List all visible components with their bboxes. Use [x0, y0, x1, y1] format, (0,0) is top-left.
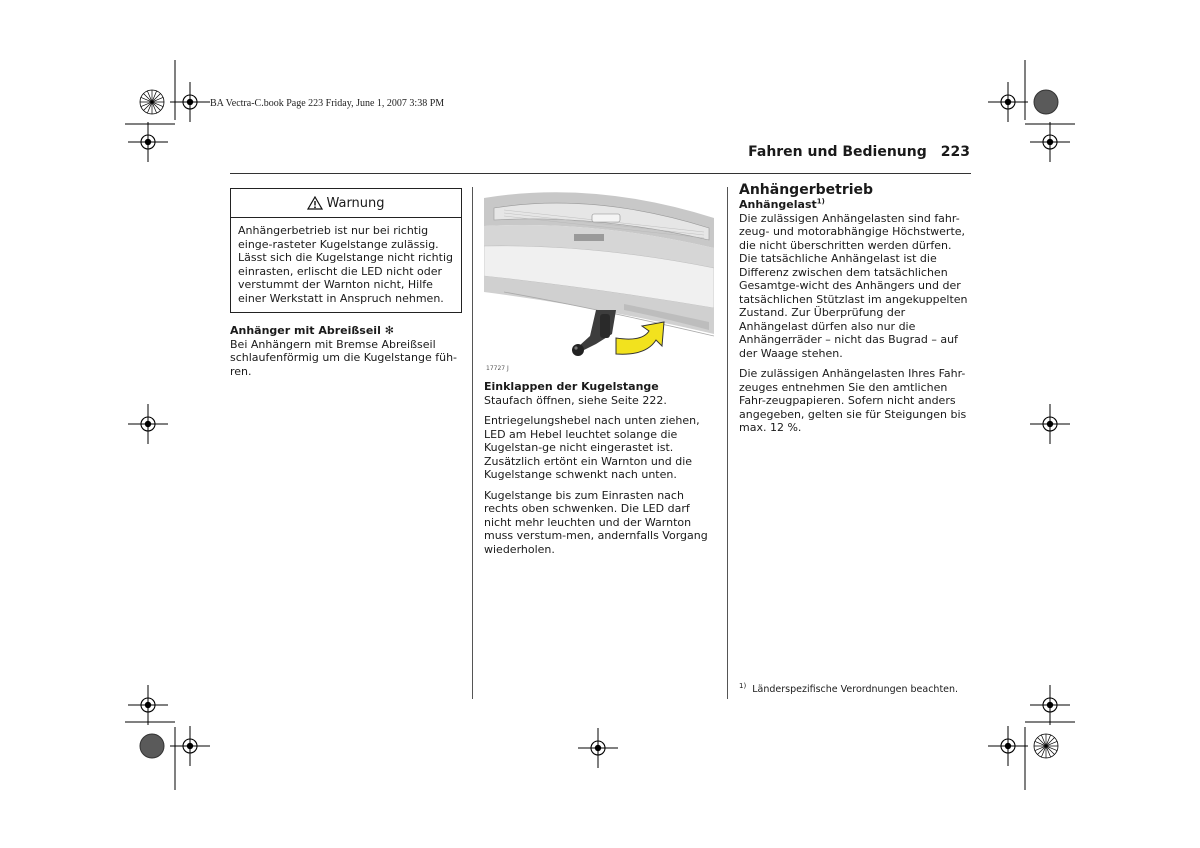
fahrzeugpapiere-text: Die zulässigen Anhängelasten Ihres Fahr-zeuges entnehmen Sie den amtlichen Fahr-zeugpapieren. Sofern nicht anders angegeben, gelten sie für Steigungen bis max. 12 %. — [739, 367, 967, 434]
image-code: 17727 J — [486, 365, 509, 372]
subheading-einklappen: Einklappen der Kugelstange — [484, 380, 659, 393]
warning-text: Anhängerbetrieb ist nur bei richtig einge-rasteter Kugelstange zulässig. Lässt sich die Kugelstange nicht richtig einrasten, erlischt die LED nicht oder verstummt der Warnton nicht, Hilfe einer Werkstatt in Anspruch nehmen. — [238, 224, 453, 305]
section-heading: Anhängerbetrieb — [739, 182, 874, 198]
column-middle — [484, 188, 716, 556]
warning-box — [230, 188, 462, 313]
einrasten-text: Kugelstange bis zum Einrasten nach rechts oben schwenken. Die LED darf nicht mehr leuchten und der Warnton muss verstum-men, andernfalls Vorgang wiederholen. — [484, 488, 708, 556]
page-header — [740, 144, 970, 160]
section-title: Fahren und Bedienung — [748, 144, 927, 160]
abreisseil-text: Bei Anhängern mit Bremse Abreißseil schlaufenförmig um die Kugelstange füh-ren. — [230, 337, 458, 378]
footnote-ref: 1) — [816, 197, 825, 206]
header-rule — [230, 173, 971, 174]
page-number: 223 — [940, 144, 970, 160]
footnote-text: Länderspezifische Verordnungen beachten. — [752, 684, 959, 695]
footnote-mark: 1) — [739, 681, 747, 690]
subheading-abreisseil: Anhänger mit Abreißseil ✻ — [230, 324, 394, 337]
towbar-illustration — [484, 188, 714, 374]
column-divider — [472, 187, 473, 699]
footnote — [739, 681, 971, 695]
column-right — [739, 182, 971, 435]
warning-triangle-icon — [307, 196, 323, 210]
anhaengelast-text: Die zulässigen Anhängelasten sind fahr-zeug- und motorabhängige Höchstwerte, die nicht überschritten werden dürfen. Die tatsächliche Anhängelast ist die Differenz zwischen dem tatsächlichen Gesamtge-wicht des Anhängers und der tatsächlichen Stützlast im angekuppelten Zustand. Zur Überprüfung der Anhängelast dürfen also nur die Anhängerräder – nicht das Bugrad – auf der Waage stehen. — [739, 211, 968, 360]
car-rear-towbar-image — [484, 188, 714, 374]
warning-title: Warnung — [326, 195, 385, 211]
staufach-text: Staufach öffnen, siehe Seite 222. — [484, 393, 667, 407]
warning-header — [231, 189, 461, 218]
entriegelung-text: Entriegelungshebel nach unten ziehen, LED am Hebel leuchtet solange die Kugelstan-ge nicht eingerastet ist. Zusätzlich ertönt ein Warnton und die Kugelstange schwenkt nach unten. — [484, 414, 700, 481]
column-divider — [727, 187, 728, 699]
snowflake-icon: ✻ — [384, 324, 394, 337]
column-left — [230, 188, 462, 378]
print-slug-line: BA Vectra-C.book Page 223 Friday, June 1, 2007 3:38 PM — [210, 98, 445, 109]
subheading-anhaengelast: Anhängelast$^{1)}$ — [739, 197, 825, 211]
